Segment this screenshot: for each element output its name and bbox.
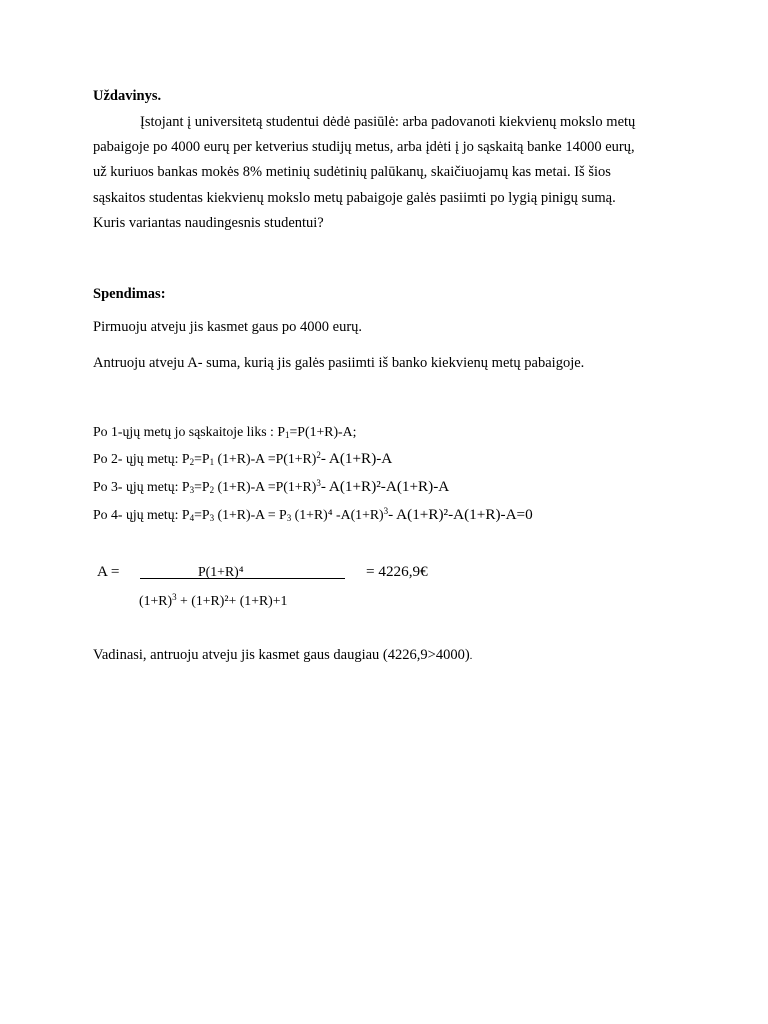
solution-heading: Spendimas: — [93, 286, 166, 302]
problem-line-1: Įstojant į universitetą studentui dėdė pasiūlė: arba padovanoti kiekvienų mokslo metų — [140, 114, 636, 130]
step-year-4: Po 4- ųjų metų: $P_4=P_3$ $(1+R)-A = P_3$ (1+R)⁴ $-A(1+R)^3-$ A(1+R)²-A(1+R)-A=0 — [93, 506, 533, 523]
problem-line-4: sąskaitos studentas kiekvienų mokslo metų pabaigoje galės pasiimti po lygią pinigų sumą. — [93, 190, 616, 206]
conclusion-text: Vadinasi, antruoju atveju jis kasmet gaus daugiau (4226,9>4000). — [93, 647, 473, 663]
problem-line-3: už kuriuos bankas mokės 8% metinių sudėtinių palūkanų, skaičiuojamų kas metai. Iš šios — [93, 164, 611, 180]
step-year-2: Po 2- ųjų metų: $P_2=P_1$ $(1+R)-A =P(1+R)^2-$ A(1+R)-A — [93, 450, 393, 467]
case-2-text: Antruoju atveju A- suma, kurią jis galės pasiimti iš banko kiekvienų metų pabaigoje. — [93, 355, 585, 371]
case-1-text: Pirmuoju atveju jis kasmet gaus po 4000 eurų. — [93, 319, 363, 335]
formula-lhs: A = — [97, 563, 120, 580]
formula-denominator: $(1+R)^3 + (1+R)^2+ (1+R)+1$ — [139, 592, 288, 608]
formula-result: = 4226,9€ — [366, 563, 428, 580]
task-heading: Uždavinys. — [93, 88, 162, 104]
problem-line-2: pabaigoje po 4000 eurų per ketverius studijų metus, arba įdėti į jo sąskaitą banke 14000 eurų, — [93, 139, 635, 155]
fraction-bar — [140, 578, 345, 579]
step-year-3: Po 3- ųjų metų: $P_3=P_2$ $(1+R)-A =P(1+R)^3-$ A(1+R)²-A(1+R)-A — [93, 478, 450, 495]
formula-numerator: P(1+R)⁴ — [198, 564, 244, 579]
step-year-1: Po 1-ųjų metų jo sąskaitoje liks : $P_1=P(1+R)-A$; — [93, 424, 357, 440]
problem-line-5: Kuris variantas naudingesnis studentui? — [93, 215, 324, 231]
